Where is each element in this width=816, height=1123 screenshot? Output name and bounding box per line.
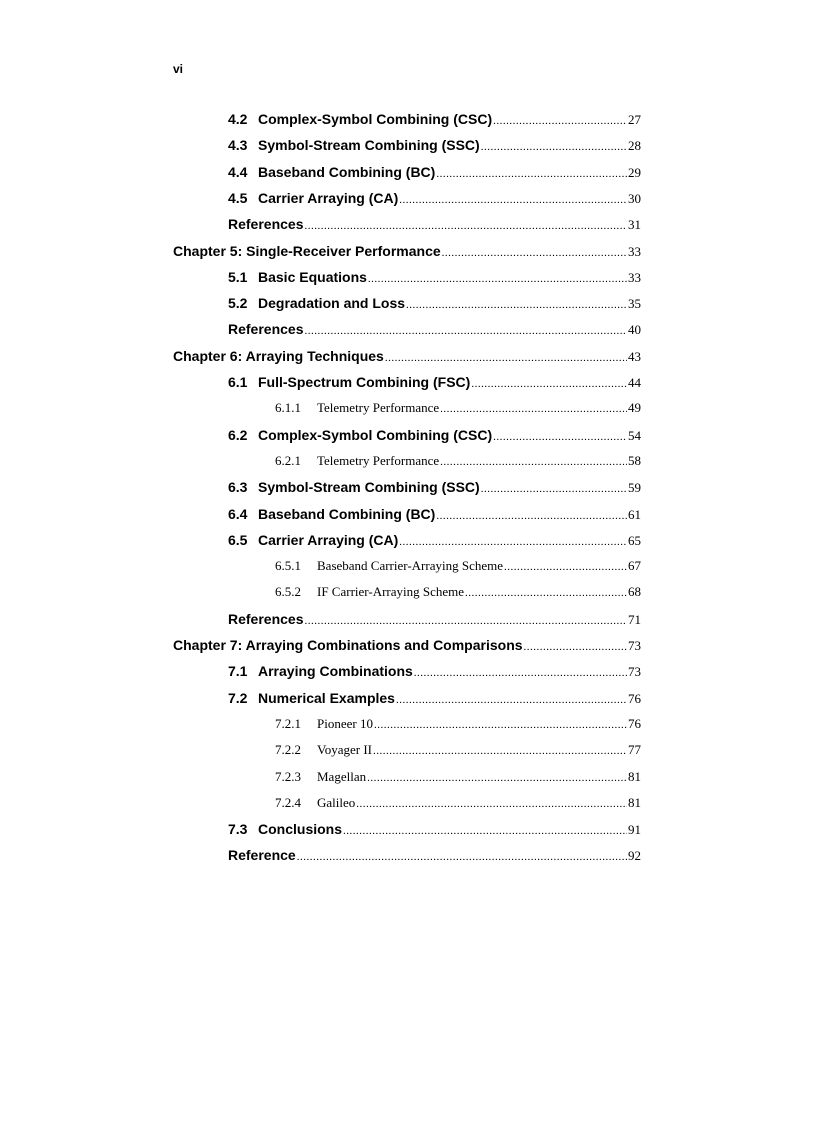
toc-entry-text: Symbol-Stream Combining (SSC) (258, 137, 480, 154)
toc-entry-title (228, 161, 435, 183)
toc-section-entry[interactable] (228, 818, 641, 840)
toc-section-entry[interactable] (228, 687, 641, 709)
toc-entry-text: Telemetry Performance (317, 400, 440, 416)
toc-entry-page: 68 (628, 584, 641, 600)
toc-entry-text: Complex-Symbol Combining (CSC) (258, 111, 493, 127)
toc-subsection-entry[interactable] (275, 450, 641, 472)
toc-entry-page: 27 (628, 112, 641, 127)
toc-entry-title (228, 529, 398, 551)
toc-entry-page: 58 (628, 452, 641, 468)
dot-leader (524, 636, 627, 658)
dot-leader (436, 505, 627, 527)
toc-entry-number: 4.5 (228, 189, 248, 206)
dot-leader (465, 582, 627, 604)
toc-entry-page: 54 (628, 427, 641, 443)
toc-entry-text: Chapter 6: Arraying Techniques (173, 347, 384, 364)
toc-entry-number: 7.3 (228, 821, 248, 838)
toc-chapter-entry[interactable] (173, 240, 641, 262)
toc-entry-number: 6.5.2 (275, 584, 301, 600)
toc-entry-page: 44 (628, 375, 641, 390)
toc-subsection-entry[interactable] (275, 581, 641, 603)
dot-leader (493, 426, 627, 448)
toc-entry-title (275, 450, 439, 472)
toc-section-entry[interactable] (228, 844, 641, 866)
toc-entry-page: 76 (628, 715, 641, 731)
toc-entry-text: Carrier Arraying (CA) (258, 531, 399, 548)
toc-entry-text: Numerical Examples (258, 689, 395, 706)
toc-entry-title (275, 397, 439, 419)
toc-entry-text: Baseband Carrier-Arraying Scheme (317, 558, 503, 574)
toc-entry-number: 6.2.1 (275, 452, 301, 468)
toc-section-entry[interactable] (228, 529, 641, 551)
toc-chapter-entry[interactable] (173, 345, 641, 367)
toc-entry-number: 7.1 (228, 663, 248, 680)
dot-leader (374, 714, 627, 736)
toc-entry-text: Baseband Combining (BC) (258, 163, 436, 180)
toc-entry-page: 30 (628, 190, 641, 206)
toc-entry-page: 91 (628, 822, 641, 838)
dot-leader (442, 242, 627, 264)
toc-entry-page: 61 (628, 506, 641, 522)
toc-section-entry[interactable] (228, 371, 641, 393)
toc-entry-title (228, 108, 492, 130)
toc-entry-text: IF Carrier-Arraying Scheme (317, 584, 465, 600)
toc-entry-number: 6.3 (228, 479, 248, 496)
toc-entry-page: 71 (628, 611, 641, 627)
toc-entry-text: Conclusions (258, 821, 343, 838)
toc-entry-title (228, 660, 413, 682)
toc-entry-page: 77 (628, 742, 641, 758)
toc-entry-text: Reference (228, 847, 296, 864)
dot-leader (305, 320, 628, 342)
toc-entry-text: References (228, 610, 304, 627)
dot-leader (396, 689, 627, 711)
toc-subsection-entry[interactable] (275, 555, 641, 577)
toc-entry-number: 5.1 (228, 268, 248, 285)
toc-entry-title (173, 240, 441, 262)
toc-entry-title (228, 318, 304, 340)
toc-entry-number: 6.1.1 (275, 400, 301, 416)
toc-entry-text: Galileo (317, 794, 356, 810)
toc-entry-title (228, 292, 405, 314)
toc-entry-title (173, 634, 523, 656)
toc-entry-text: References (228, 216, 304, 233)
toc-entry-text: Arraying Combinations (258, 663, 413, 680)
toc-entry-number: 7.2 (228, 689, 248, 706)
toc-entry-number: 5.2 (228, 295, 248, 312)
dot-leader (399, 189, 627, 211)
dot-leader (440, 451, 627, 473)
toc-entry-number: 6.4 (228, 505, 248, 522)
toc-entry-number: 4.2 (228, 111, 248, 127)
dot-leader (373, 740, 627, 762)
toc-entry-text: Basic Equations (258, 268, 367, 285)
toc-section-entry[interactable] (228, 108, 641, 130)
toc-entry-number: 4.3 (228, 137, 248, 154)
dot-leader (399, 531, 627, 553)
toc-entry-title (228, 187, 398, 209)
toc-entry-text: Voyager II (317, 742, 372, 758)
toc-entry-page: 35 (628, 296, 641, 312)
toc-section-entry[interactable] (228, 134, 641, 156)
dot-leader (481, 136, 627, 158)
dot-leader (504, 556, 627, 578)
toc-entry-text: Carrier Arraying (CA) (258, 189, 399, 206)
toc-entry-page: 92 (628, 848, 641, 864)
toc-entry-page: 49 (628, 400, 641, 416)
toc-entry-page: 59 (628, 480, 641, 496)
toc-entry-text: Chapter 7: Arraying Combinations and Comparisons (173, 637, 523, 653)
toc-entry-title (228, 503, 435, 525)
toc-section-entry[interactable] (228, 213, 641, 235)
dot-leader (414, 662, 627, 684)
dot-leader (305, 610, 628, 632)
toc-entry-page: 76 (628, 690, 641, 706)
toc-subsection-entry[interactable] (275, 397, 641, 419)
toc-section-entry[interactable] (228, 424, 641, 446)
dot-leader (367, 767, 627, 789)
toc-entry-title (228, 424, 492, 446)
dot-leader (368, 268, 627, 290)
toc-entry-text: Telemetry Performance (317, 452, 440, 468)
toc-entry-page: 33 (628, 269, 641, 285)
dot-leader (356, 793, 627, 815)
toc-entry-text: Chapter 5: Single-Receiver Performance (173, 242, 441, 259)
toc-subsection-entry[interactable] (275, 766, 641, 788)
toc-subsection-entry[interactable] (275, 792, 641, 814)
toc-entry-number: 7.2.2 (275, 742, 301, 758)
toc-entry-title (275, 739, 372, 761)
toc-entry-text: Symbol-Stream Combining (SSC) (258, 479, 480, 496)
toc-entry-title (228, 608, 304, 630)
toc-entry-title (275, 581, 464, 603)
toc-entry-page: 73 (628, 638, 641, 653)
toc-entry-number: 7.2.4 (275, 794, 301, 810)
toc-subsection-entry[interactable] (275, 713, 641, 735)
toc-chapter-entry[interactable] (173, 634, 641, 656)
dot-leader (297, 846, 627, 868)
toc-entry-title (275, 713, 373, 735)
toc-entry-title (275, 766, 366, 788)
toc-entry-page: 73 (628, 664, 641, 680)
toc-entry-page: 40 (628, 322, 641, 338)
toc-entry-page: 81 (628, 794, 641, 810)
dot-leader (481, 478, 627, 500)
toc-entry-number: 7.2.3 (275, 768, 301, 784)
dot-leader (406, 294, 627, 316)
toc-section-entry[interactable] (228, 503, 641, 525)
toc-entry-page: 31 (628, 217, 641, 233)
toc-section-entry[interactable] (228, 318, 641, 340)
toc-entry-title (275, 555, 503, 577)
toc-entry-text: Complex-Symbol Combining (CSC) (258, 426, 493, 443)
toc-entry-text: Baseband Combining (BC) (258, 505, 436, 522)
toc-entry-title (228, 844, 296, 866)
toc-entry-title (228, 818, 342, 840)
toc-entry-page: 29 (628, 164, 641, 180)
toc-entry-number: 6.5.1 (275, 558, 301, 574)
page-number: vi (173, 62, 184, 76)
toc-section-entry[interactable] (228, 266, 641, 288)
toc-section-entry[interactable] (228, 161, 641, 183)
dot-leader (385, 347, 627, 369)
toc-section-entry[interactable] (228, 660, 641, 682)
toc-entry-title (228, 371, 470, 393)
toc-entry-title (228, 687, 395, 709)
toc-section-entry[interactable] (228, 292, 641, 314)
toc-section-entry[interactable] (228, 476, 641, 498)
toc-entry-text: Pioneer 10 (317, 715, 373, 731)
toc-entry-number: 6.2 (228, 426, 248, 443)
toc-entry-page: 33 (628, 243, 641, 259)
toc-entry-page: 67 (628, 558, 641, 574)
toc-subsection-entry[interactable] (275, 739, 641, 761)
toc-entry-page: 43 (628, 348, 641, 364)
toc-entry-title (228, 213, 304, 235)
dot-leader (471, 373, 627, 395)
toc-entry-title (173, 345, 384, 367)
toc-entry-text: Degradation and Loss (258, 295, 406, 312)
toc-entry-number: 6.1 (228, 374, 248, 390)
toc-entry-text: References (228, 321, 304, 338)
toc-entry-title (228, 266, 367, 288)
toc-entry-number: 6.5 (228, 531, 248, 548)
dot-leader (305, 215, 628, 237)
toc-entry-text: Full-Spectrum Combining (FSC) (258, 374, 471, 390)
dot-leader (440, 398, 627, 420)
toc-section-entry[interactable] (228, 608, 641, 630)
toc-entry-number: 4.4 (228, 163, 248, 180)
toc-section-entry[interactable] (228, 187, 641, 209)
toc-entry-number: 7.2.1 (275, 715, 301, 731)
toc-entry-page: 65 (628, 532, 641, 548)
toc-entry-page: 81 (628, 768, 641, 784)
toc-entry-title (228, 134, 480, 156)
dot-leader (493, 110, 627, 132)
dot-leader (343, 820, 627, 842)
toc-entry-title (228, 476, 480, 498)
toc-entry-title (275, 792, 355, 814)
toc-entry-text: Magellan (317, 768, 367, 784)
toc-entry-page: 28 (628, 138, 641, 154)
dot-leader (436, 163, 627, 185)
